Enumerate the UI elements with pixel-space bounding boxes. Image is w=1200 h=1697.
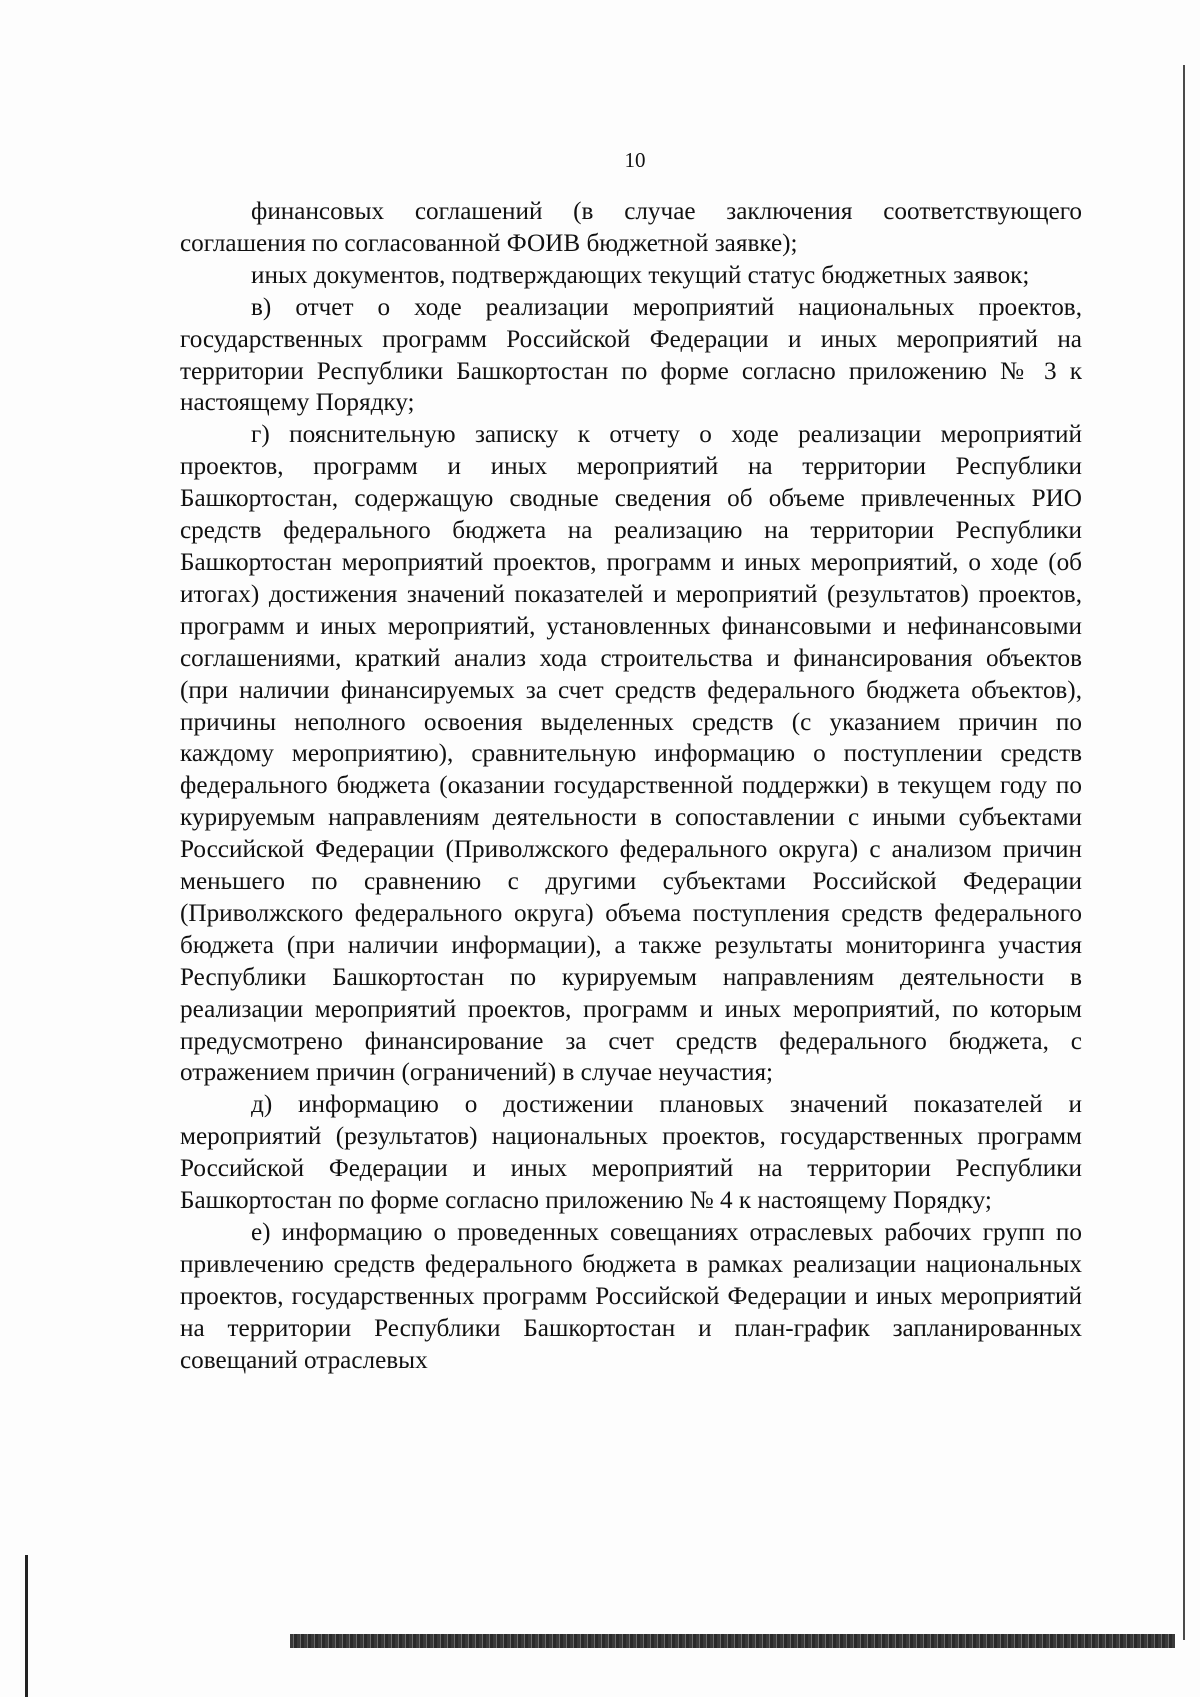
paragraph-item-e: е) информацию о проведенных совещаниях отраслевых рабочих групп по привлечению средств федерального бюджета в рамках реализации национальных проектов, государственных программ Российской Федерации и иных мероприятий на территории Республики Башкортостан и план-график запланированных совещаний отраслевых [180,1219,1082,1374]
scan-border-right [1183,65,1185,1640]
paragraph-other-documents: иных документов, подтверждающих текущий статус бюджетных заявок; [251,261,1030,289]
paragraph-item-d: д) информацию о достижении плановых значений показателей и мероприятий (результатов) национальных проектов, государственных программ Российской Федерации и иных мероприятий на территории Республики Башкортостан по форме согласно приложению № 4 к настоящему Порядку; [180,1091,1082,1215]
document-body [180,196,1082,1377]
paragraph-item-v: в) отчет о ходе реализации мероприятий национальных проектов, государственных программ Российской Федерации и иных мероприятий на территории Республики Башкортостан по форме согласно приложению № 3 к настоящему Порядку; [180,293,1082,417]
paragraph-item-g: г) пояснительную записку к отчету о ходе реализации мероприятий проектов, программ и иных мероприятий на территории Республики Башкортостан, содержащую сводные сведения об объеме привлеченных РИО средств федерального бюджета на реализацию на территории Республики Башкортостан мероприятий проектов, программ и иных мероприятий, о ходе (об итогах) достижения значений показателей и мероприятий (результатов) проектов, программ и иных мероприятий, установленных финансовыми и нефинансовыми соглашениями, краткий анализ хода строительства и финансирования объектов (при наличии финансируемых за счет средств федерального бюджета объектов), причины неполного освоения выделенных средств (с указанием причин по каждому мероприятию), сравнительную информацию о поступлении средств федерального бюджета (оказании государственной поддержки) в текущем году по курируемым направлениям деятельности в сопоставлении с иными субъектами Российской Федерации (Приволжского федерального округа) с анализом причин меньшего по сравнению с другими субъектами Российской Федерации (Приволжского федерального округа) объема поступления средств федерального бюджета (при наличии информации), а также результаты мониторинга участия Республики Башкортостан по курируемым направлениям деятельности в реализации мероприятий проектов, программ и иных мероприятий, по которым предусмотрено финансирование за счет средств федерального бюджета, с отражением причин (ограничений) в случае неучастия; [180,421,1082,1087]
scan-border-left [25,1555,28,1697]
paragraph-financial-agreements: финансовых соглашений (в случае заключения соответствующего соглашения по согласованной ФОИВ бюджетной заявке); [180,198,1082,257]
page-number: 10 [624,148,646,172]
scan-border-bottom [290,1634,1175,1648]
